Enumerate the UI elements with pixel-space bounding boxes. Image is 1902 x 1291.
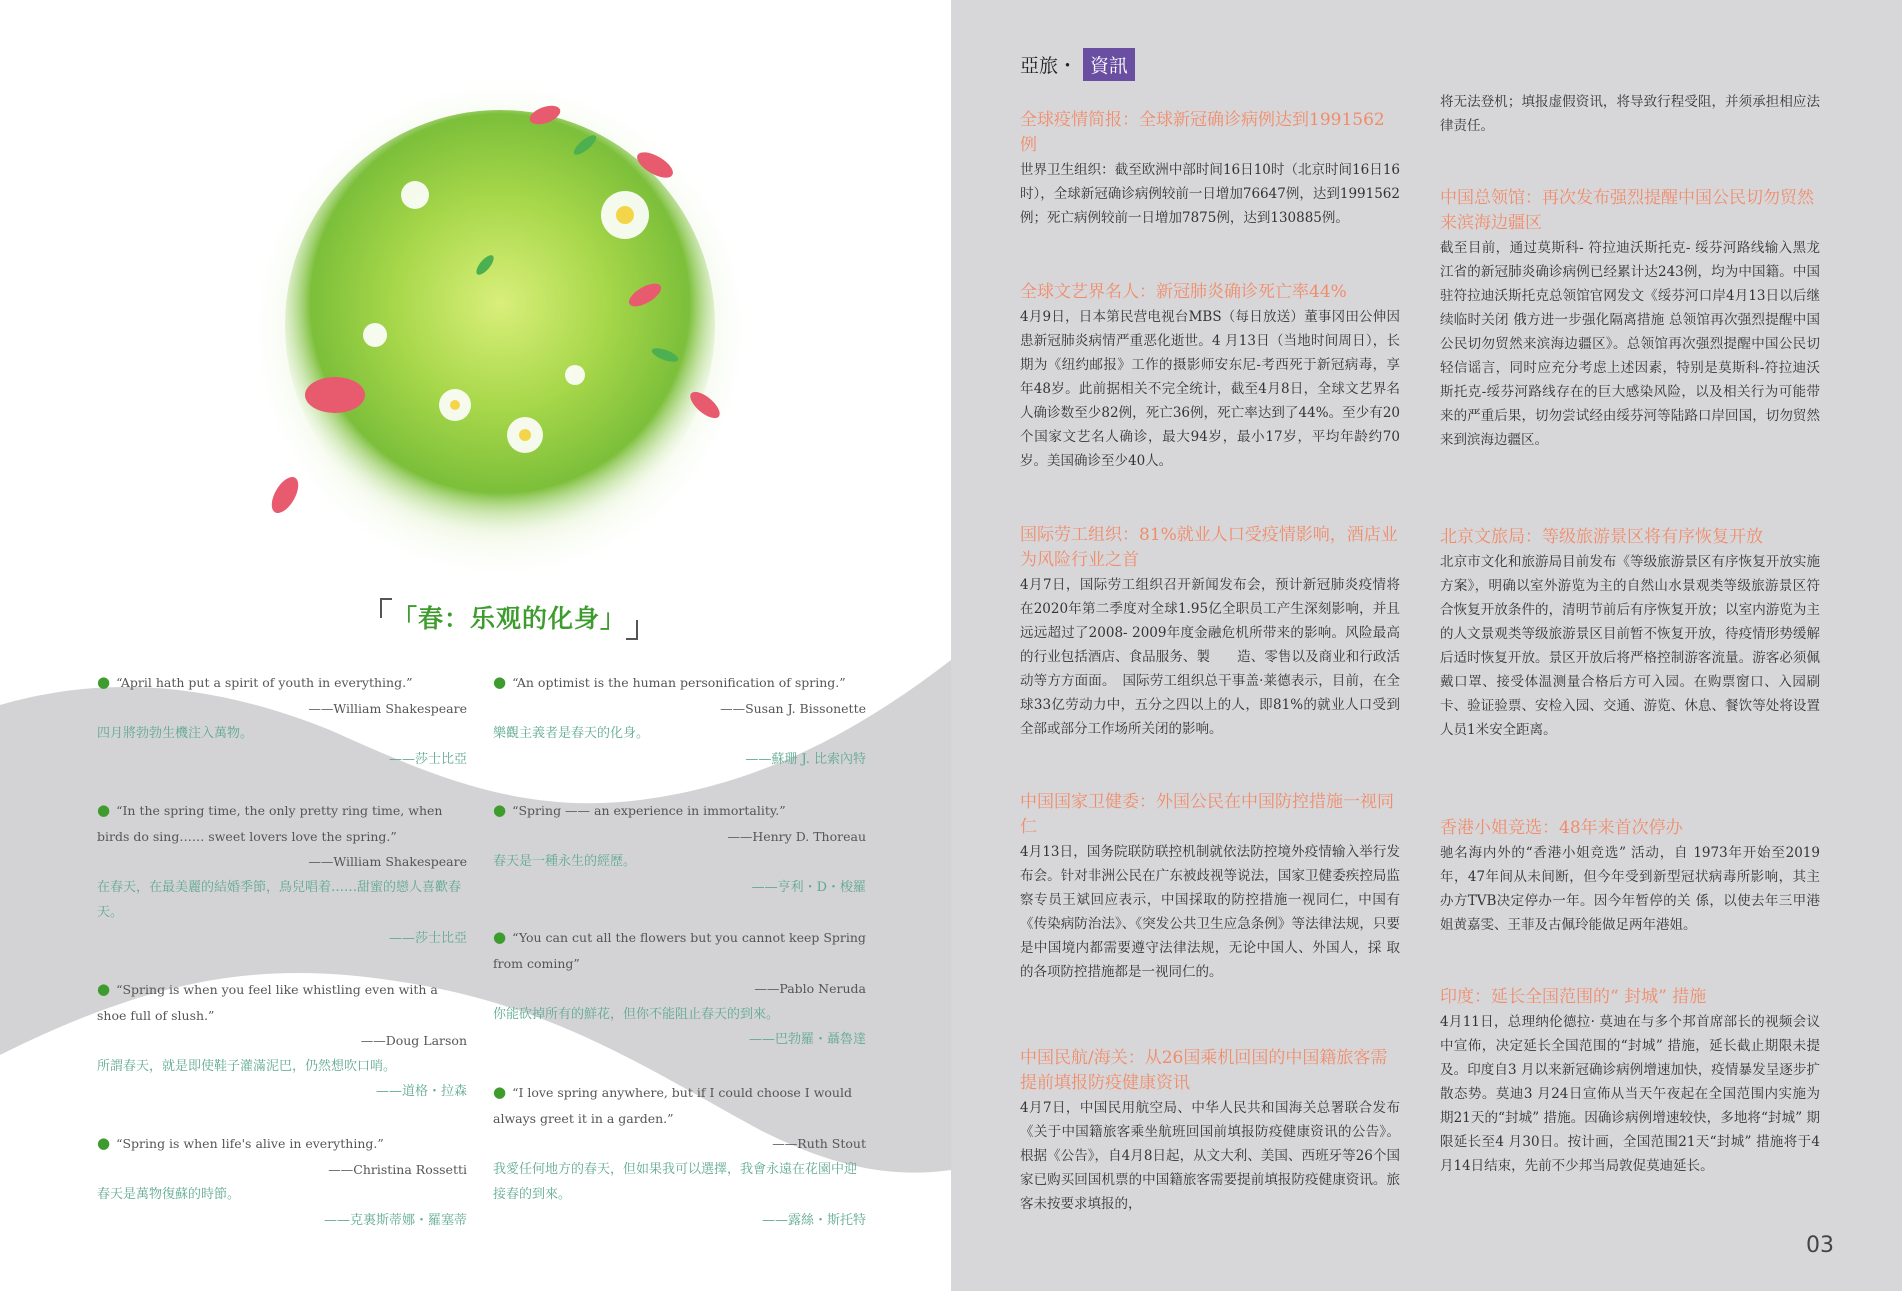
quote-chinese-author: ——莎士比亞	[388, 751, 467, 767]
quote-author: ——Pablo Neruda	[754, 981, 866, 996]
article-body: 世界卫生组织：截至欧洲中部时间16日10时（北京时间16日16时），全球新冠确诊病例较前一日增加76647例，达到1991562例；死亡病例较前一日增加7875例，达到130885例。	[1020, 162, 1400, 226]
news-article	[1440, 525, 1820, 742]
quote-block	[97, 977, 467, 1105]
quote-english: “You can cut all the flowers but you cannot keep Spring from coming”	[493, 930, 866, 971]
quote-block	[493, 925, 866, 1053]
article-body: 将无法登机；填报虚假资讯，将导致行程受阻，并须承担相应法律责任。	[1440, 94, 1820, 134]
quote-chinese: 所謂春天，就是即使鞋子灌滿泥巴，仍然想吹口哨。	[97, 1058, 397, 1074]
article-body: 4月13日，国务院联防联控机制就依法防控境外疫情输入举行发布会。针对非洲公民在广东被歧视等说法，国家卫健委疾控局监察专员王斌回应表示，中国採取的防控措施一视同仁，中国有《传染病防治法》、《突发公共卫生应急条例》等法律法规，只要是中国境内都需要遵守法律法规，无论中国人、外国人，採 取的各项防控措施都是一视同仁的。	[1020, 844, 1400, 980]
article-title: 香港小姐竞选：48年来首次停办	[1440, 818, 1683, 838]
article-body: 4月7日，中国民用航空局、中华人民共和国海关总署联合发布《关于中国籍旅客乘坐航班回国前填报防疫健康资讯的公告》。根据《公告》，自4月8日起，从文大利、美国、西班牙等26个国家已购买回国机票的中国籍旅客需要提前填报防疫健康资讯。旅客未按要求填报的，	[1020, 1100, 1400, 1212]
bullet-icon: ●	[97, 980, 111, 998]
bullet-icon: ●	[493, 801, 507, 819]
article-body: 北京市文化和旅游局目前发布《等级旅游景区有序恢复开放实施方案》，明确以室外游览为主的自然山水景观类等级旅游景区符合恢复开放条件的，清明节前后有序恢复开放；以室内游览为主的人文景观类等级旅游景区目前暂不恢复开放，待疫情形势缓解后适时恢复开放。景区开放后将严格控制游客流量。游客必须佩戴口罩、接受体温测量合格后方可入园。在购票窗口、入园刷卡、验证验票、安检入园、交通、游览、休息、餐饮等处将设置人员1米安全距离。	[1440, 554, 1820, 738]
article-title: 国际劳工组织：81%就业人口受疫情影响，酒店业为风险行业之首	[1020, 525, 1398, 570]
quote-english: “I love spring anywhere, but if I could choose I would always greet it in a garden.”	[493, 1085, 852, 1126]
quote-block	[493, 1080, 866, 1233]
quote-chinese-author: ——亨利・D・梭羅	[751, 879, 866, 895]
quote-english: “An optimist is the human personification of spring.”	[512, 675, 846, 690]
article-body: 4月11日，总理纳伦德拉· 莫迪在与多个邦首席部长的视频会议中宣佈，决定延长全国范围的“封城” 措施，延长截止期限未提及。印度自3 月以来新冠确诊病例增速加快，疫情暴发呈逐步扩散态势。莫迪3 月24日宣佈从当天午夜起在全国范围内实施为期21天的“封城” 措施。因确诊病例增速较快，多地将“封城” 期限延长至4 月30日。按计画，全国范围21天“封城” 措施将于4 月14日结束，先前不少邦当局敦促莫迪延长。	[1440, 1014, 1820, 1174]
quote-block	[493, 670, 866, 772]
quote-chinese-author: ——露絲・斯托特	[761, 1212, 866, 1228]
bullet-icon: ●	[97, 1134, 111, 1152]
bullet-icon: ●	[97, 673, 111, 691]
news-article	[1440, 186, 1820, 452]
news-article	[1020, 523, 1400, 741]
article-title: 印度：延长全国范围的“ 封城” 措施	[1440, 987, 1707, 1007]
bullet-icon: ●	[493, 673, 507, 691]
article-body: 驰名海内外的“香港小姐竞选” 活动，自 1973年开始至2019年，47年间从未间断，但今年受到新型冠状病毒所影响，其主办方TVB决定停办一年。因今年暂停的关 係，以使去年三甲港姐黄嘉雯、王菲及古佩玲能做足两年港姐。	[1440, 845, 1820, 933]
quote-chinese: 在春天，在最美麗的結婚季節，鳥兒唱着……甜蜜的戀人喜歡春天。	[97, 879, 462, 920]
quote-block	[97, 670, 467, 772]
news-article	[1020, 108, 1400, 230]
article-title: 全球疫情简报：全球新冠确诊病例达到1991562例	[1020, 110, 1385, 155]
section-tag: 資訊	[1083, 48, 1135, 81]
bullet-icon: ●	[493, 928, 507, 946]
news-article	[1020, 1046, 1400, 1216]
article-body: 4月9日，日本第民营电视台MBS（每日放送）董事冈田公伸因患新冠肺炎病情严重恶化逝世。4 月13日（当地时间周日），长期为《纽约邮报》工作的摄影师安东尼-考西死于新冠病毒，享年48岁。此前据相关不完全统计，截至4月8日，全球文艺界名人确诊数至少82例，死亡36例，死亡率达到了44%。至少有20个国家文艺名人确诊，最大94岁，最小17岁，平均年龄约70岁。美国确诊至少40人。	[1020, 309, 1400, 469]
quote-block	[97, 1131, 467, 1233]
quote-chinese: 樂觀主義者是春天的化身。	[493, 726, 650, 741]
quote-chinese-author: ——蘇珊 J. 比索內特	[745, 751, 866, 767]
quote-english: “Spring is when life's alive in everything.”	[116, 1136, 384, 1151]
quote-chinese: 春天是萬物復蘇的時節。	[97, 1187, 241, 1202]
bullet-icon: ●	[493, 1083, 507, 1101]
spring-flower-orb-illustration	[245, 75, 755, 585]
news-article	[1020, 790, 1400, 984]
quote-chinese-author: ——巴勃羅・聶魯達	[748, 1032, 866, 1047]
news-article	[1440, 816, 1820, 937]
article-title: 北京文旅局：等级旅游景区将有序恢复开放	[1440, 527, 1763, 547]
quote-chinese-author: ——道格・拉森	[375, 1084, 467, 1099]
quote-chinese: 四月將勃勃生機注入萬物。	[97, 726, 254, 741]
quote-english: “April hath put a spirit of youth in everything.”	[116, 675, 413, 690]
article-title: 全球文艺界名人：新冠肺炎确诊死亡率44%	[1020, 282, 1347, 302]
quote-block	[97, 798, 467, 951]
quote-chinese: 春天是一種永生的經歷。	[493, 854, 637, 869]
quote-author: ——William Shakespeare	[308, 700, 467, 716]
news-article	[1440, 985, 1820, 1178]
quote-chinese: 我愛任何地方的春天，但如果我可以選擇，我會永遠在花園中迎接春的到來。	[493, 1161, 858, 1202]
article-title: 中国民航/海关：从26国乘机回国的中国籍旅客需提前填报防疫健康资讯	[1020, 1048, 1388, 1093]
article-title: 中国总领馆：再次发布强烈提醒中国公民切勿贸然来滨海边疆区	[1440, 188, 1814, 233]
bullet-icon: ●	[97, 801, 111, 819]
quote-chinese-author: ——克裏斯蒂娜・羅塞蒂	[323, 1212, 467, 1228]
quote-chinese: 你能砍掉所有的鮮花，但你不能阻止春天的到來。	[493, 1006, 780, 1022]
article-body: 截至目前，通过莫斯科- 符拉迪沃斯托克- 绥芬河路线输入黑龙江省的新冠肺炎确诊病例已经累计达243例，均为中国籍。中国驻符拉迪沃斯托克总领馆官网发文《绥芬河口岸4月13日以后继续临时关闭 俄方进一步强化隔离措施 总领馆再次强烈提醒中国公民切勿贸然来滨海边疆区》。总领馆再次强烈提醒中国公民切轻信谣言，同时应充分考虑上述因素，特别是莫斯科-符拉迪沃斯托克-绥芬河路线存在的巨大感染风险，以及相关行为可能带来的严重后果，切勿尝试经由绥芬河等陆路口岸回国，切勿贸然来到滨海边疆区。	[1440, 240, 1820, 448]
quote-author: ——Christina Rossetti	[328, 1161, 467, 1177]
article-title: 中国国家卫健委：外国公民在中国防控措施一视同仁	[1020, 792, 1394, 837]
quote-english: “In the spring time, the only pretty ring time, when birds do sing…… sweet lovers love the spring.”	[97, 803, 443, 844]
quote-author: ——William Shakespeare	[308, 854, 467, 869]
news-article-continued	[1440, 90, 1820, 138]
news-article	[1020, 280, 1400, 473]
article-body: 4月7日，国际劳工组织召开新闻发布会，预计新冠肺炎疫情将在2020年第二季度对全球1.95亿全职员工产生深刻影响，并且远远超过了2008- 2009年度金融危机所带来的影响。风险最高的行业包括酒店、食品服务、製 造、零售以及商业和行政活动等方方面面。 国际劳工组织总干事盖·莱德表示，目前，在全球33亿劳动力中，五分之四以上的人，即81%的就业人口受到全部或部分工作场所关闭的影响。	[1020, 577, 1400, 737]
spring-section-title: 「春：乐观的化身」	[380, 598, 638, 640]
quote-author: ——Susan J. Bissonette	[720, 700, 866, 716]
quote-author: ——Doug Larson	[360, 1033, 467, 1048]
quote-author: ——Ruth Stout	[772, 1136, 866, 1151]
quote-english: “Spring —— an experience in immortality.”	[512, 803, 786, 818]
page-number: 03	[1806, 1233, 1834, 1258]
brand-label: 亞旅・	[1020, 55, 1078, 77]
quote-english: “Spring is when you feel like whistling even with a shoe full of slush.”	[97, 982, 438, 1023]
quote-chinese-author: ——莎士比亞	[388, 930, 467, 946]
quote-block	[493, 798, 866, 900]
section-header	[1020, 48, 1135, 81]
quote-author: ——Henry D. Thoreau	[727, 828, 866, 844]
